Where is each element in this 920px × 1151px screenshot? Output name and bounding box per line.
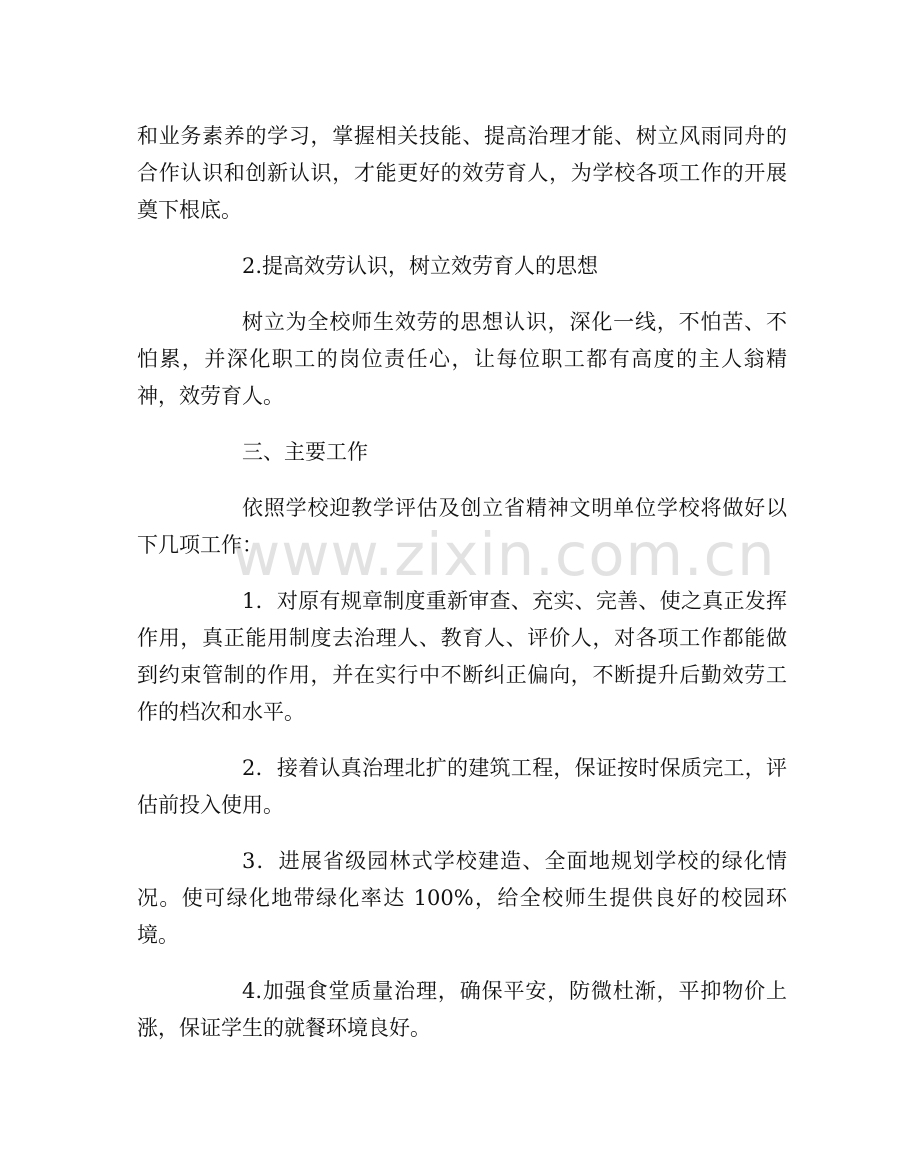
list-item-3-greening: 3．进展省级园林式学校建造、全面地规划学校的绿化情况。使可绿化地带绿化率达 100%，给全校师生提供良好的校园环境。 [137, 849, 787, 947]
list-item-1-regulations: 1．对原有规章制度重新审查、充实、完善、使之真正发挥作用，真正能用制度去治理人、教育人、评价人，对各项工作都能做到约束管制的作用，并在实行中不断纠正偏向，不断提升后勤效劳工作的档次和水平。 [137, 589, 787, 724]
paragraph-work-intro: 依照学校迎教学评估及创立省精神文明单位学校将做好以下几项工作： [137, 496, 787, 557]
paragraph-continuation: 和业务素养的学习，掌握相关技能、提高治理才能、树立风雨同舟的合作认识和创新认识，才能更好的效劳育人，为学校各项工作的开展奠下根底。 [137, 124, 787, 222]
list-item-4-canteen: 4.加强食堂质量治理，确保平安，防微杜渐，平抑物价上涨，保证学生的就餐环境良好。 [137, 979, 787, 1040]
paragraph-service-thinking: 树立为全校师生效劳的思想认识，深化一线，不怕苦、不怕累，并深化职工的岗位责任心，让每位职工都有高度的主人翁精神，效劳育人。 [137, 310, 787, 408]
list-item-2-construction: 2．接着认真治理北扩的建筑工程，保证按时保质完工，评估前投入使用。 [137, 756, 787, 817]
subheading-service-awareness: 2.提高效劳认识，树立效劳育人的思想 [242, 254, 599, 278]
document-body [137, 118, 787, 1066]
section-heading-main-work: 三、主要工作 [242, 440, 368, 464]
watermark-text: www.zixin.com.cn [232, 520, 776, 589]
